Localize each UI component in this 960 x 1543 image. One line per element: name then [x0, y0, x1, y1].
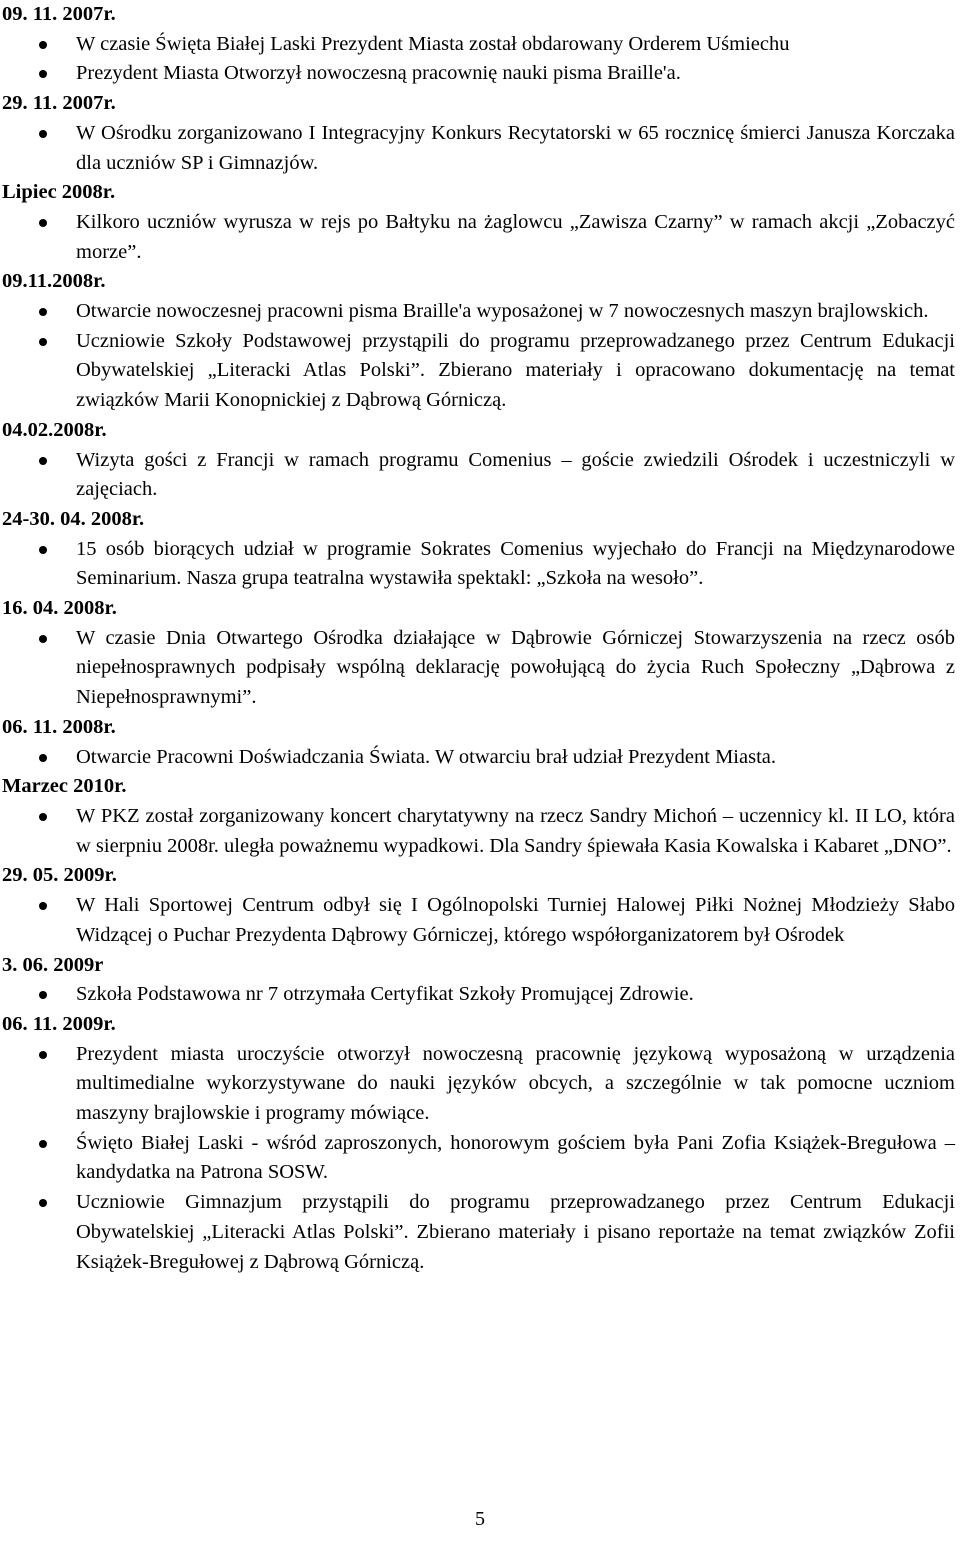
chronicle-entry: [2, 89, 955, 178]
entry-item-text: Szkoła Podstawowa nr 7 otrzymała Certyfikat Szkoły Promującej Zdrowie.: [76, 983, 694, 1006]
entry-date: 09. 11. 2007r.: [2, 3, 116, 25]
bullet-icon: [39, 70, 47, 78]
entry-item-text: Prezydent Miasta Otworzył nowoczesną pracownię nauki pisma Braille'a.: [76, 62, 681, 85]
chronicle-entry: [2, 178, 955, 267]
entry-item: [2, 980, 955, 1010]
entry-item: [2, 624, 955, 713]
entry-item: [2, 1040, 955, 1129]
chronicle-entry: [2, 772, 955, 861]
entry-item-text: W czasie Święta Białej Laski Prezydent Miasta został obdarowany Orderem Uśmiechu: [76, 32, 790, 55]
entry-date: 16. 04. 2008r.: [2, 597, 117, 620]
entry-item-text: Święto Białej Laski - wśród zaproszonych, honorowym gościem była Pani Zofia Książek-Bregułowa – kandydatka na Patrona SOSW.: [76, 1131, 955, 1184]
entry-date: 06. 11. 2008r.: [2, 715, 116, 738]
bullet-icon: [39, 546, 47, 554]
entry-items: [2, 30, 955, 89]
chronicle-entry: [2, 713, 955, 772]
entry-items: [2, 743, 955, 773]
entry-date: Lipiec 2008r.: [2, 181, 116, 204]
bullet-icon: [39, 219, 47, 227]
entry-items: [2, 297, 955, 416]
bullet-icon: [39, 991, 47, 999]
entry-item: [2, 891, 955, 950]
bullet-icon: [39, 902, 47, 910]
entry-items: [2, 119, 955, 178]
entry-item-text: Uczniowie Szkoły Podstawowej przystąpili do programu przeprowadzanego przez Centrum Edukacji Obywatelskiej „Literacki Atlas Polski”. Zbierano materiały i opracowano dokumentację na temat związków Marii Konopnickiej z Dąbrową Górniczą.: [76, 329, 955, 412]
chronicle-entry: [2, 861, 955, 950]
entry-item: [2, 30, 955, 60]
entry-date: 09.11.2008r.: [2, 270, 106, 293]
entry-item: [2, 446, 955, 505]
entry-item: [2, 1188, 955, 1277]
bullet-icon: [39, 130, 47, 138]
chronicle-entry: [2, 505, 955, 594]
bullet-icon: [39, 754, 47, 762]
entry-date: Marzec 2010r.: [2, 775, 127, 798]
page-number: 5: [475, 1508, 485, 1530]
entry-items: [2, 891, 955, 950]
entry-item: [2, 802, 955, 861]
entry-date: 29. 05. 2009r.: [2, 864, 117, 887]
bullet-icon: [39, 41, 47, 49]
chronicle-entry: [2, 951, 955, 1010]
entry-items: [2, 535, 955, 594]
entry-date: 06. 11. 2009r.: [2, 1012, 116, 1035]
entry-item-text: Wizyta gości z Francji w ramach programu Comenius – goście zwiedzili Ośrodek i uczestniczyli w zajęciach.: [76, 448, 955, 501]
bullet-icon: [39, 1140, 47, 1148]
chronicle-entry: [2, 0, 955, 89]
entry-item: [2, 1129, 955, 1188]
entry-items: [2, 624, 955, 713]
entry-item-text: Prezydent miasta uroczyście otworzył nowoczesną pracownię językową wyposażoną w urządzenia multimedialne wykorzystywane do nauki języków obcych, a szczególnie w tak pomocne uczniom maszyny brajlowskie i programy mówiące.: [76, 1042, 955, 1125]
entry-item: [2, 535, 955, 594]
entry-date: 29. 11. 2007r.: [2, 92, 116, 115]
entry-items: [2, 980, 955, 1010]
entry-item: [2, 59, 955, 89]
bullet-icon: [39, 308, 47, 316]
entry-item-text: W Ośrodku zorganizowano I Integracyjny Konkurs Recytatorski w 65 rocznicę śmierci Janusza Korczaka dla uczniów SP i Gimnazjów.: [76, 121, 955, 174]
bullet-icon: [39, 338, 47, 346]
entry-items: [2, 446, 955, 505]
bullet-icon: [39, 1051, 47, 1059]
entry-item-text: W PKZ został zorganizowany koncert charytatywny na rzecz Sandry Michoń – uczennicy kl. II LO, która w sierpniu 2008r. uległa poważnemu wypadkowi. Dla Sandry śpiewała Kasia Kowalska i Kabaret „DNO”.: [76, 804, 955, 857]
entry-item: [2, 208, 955, 267]
chronicle-entry: [2, 594, 955, 713]
chronicle-entry: [2, 416, 955, 505]
entry-item: [2, 119, 955, 178]
entry-item: [2, 297, 955, 327]
entry-item: [2, 743, 955, 773]
bullet-icon: [39, 1199, 47, 1207]
entry-date: 24-30. 04. 2008r.: [2, 507, 145, 530]
entry-date: 04.02.2008r.: [2, 418, 107, 441]
entry-date: 3. 06. 2009r: [2, 953, 104, 976]
entry-item-text: 15 osób biorących udział w programie Sokrates Comenius wyjechało do Francji na Międzynarodowe Seminarium. Nasza grupa teatralna wystawiła spektakl: „Szkoła na wesoło”.: [76, 537, 955, 590]
entry-item: [2, 327, 955, 416]
entry-item-text: Uczniowie Gimnazjum przystąpili do programu przeprowadzanego przez Centrum Edukacji Obywatelskiej „Literacki Atlas Polski”. Zbierano materiały i pisano reportaże na temat związków Zofii Książek-Bregułowej z Dąbrową Górniczą.: [76, 1191, 955, 1273]
entry-item-text: W Hali Sportowej Centrum odbył się I Ogólnopolski Turniej Halowej Piłki Nożnej Młodzieży Słabo Widzącej o Puchar Prezydenta Dąbrowy Górniczej, którego współorganizatorem był Ośrodek: [76, 894, 955, 946]
bullet-icon: [39, 635, 47, 643]
entry-item-text: Otwarcie nowoczesnej pracowni pisma Braille'a wyposażonej w 7 nowoczesnych maszyn brajlowskich.: [76, 300, 929, 323]
entry-items: [2, 208, 955, 267]
entry-item-text: Otwarcie Pracowni Doświadczania Świata. W otwarciu brał udział Prezydent Miasta.: [76, 745, 776, 768]
bullet-icon: [39, 813, 47, 821]
entry-item-text: Kilkoro uczniów wyrusza w rejs po Bałtyku na żaglowcu „Zawisza Czarny” w ramach akcji „Zobaczyć morze”.: [76, 210, 955, 263]
bullet-icon: [39, 457, 47, 465]
chronicle-entry: [2, 267, 955, 416]
entry-item-text: W czasie Dnia Otwartego Ośrodka działające w Dąbrowie Górniczej Stowarzyszenia na rzecz osób niepełnosprawnych podpisały wspólną deklarację powołującą do życia Ruch Społeczny „Dąbrowa z Niepełnosprawnymi”.: [76, 626, 955, 709]
chronicle-content: [2, 0, 955, 1277]
entry-items: [2, 802, 955, 861]
entry-items: [2, 1040, 955, 1278]
chronicle-entry: [2, 1010, 955, 1277]
